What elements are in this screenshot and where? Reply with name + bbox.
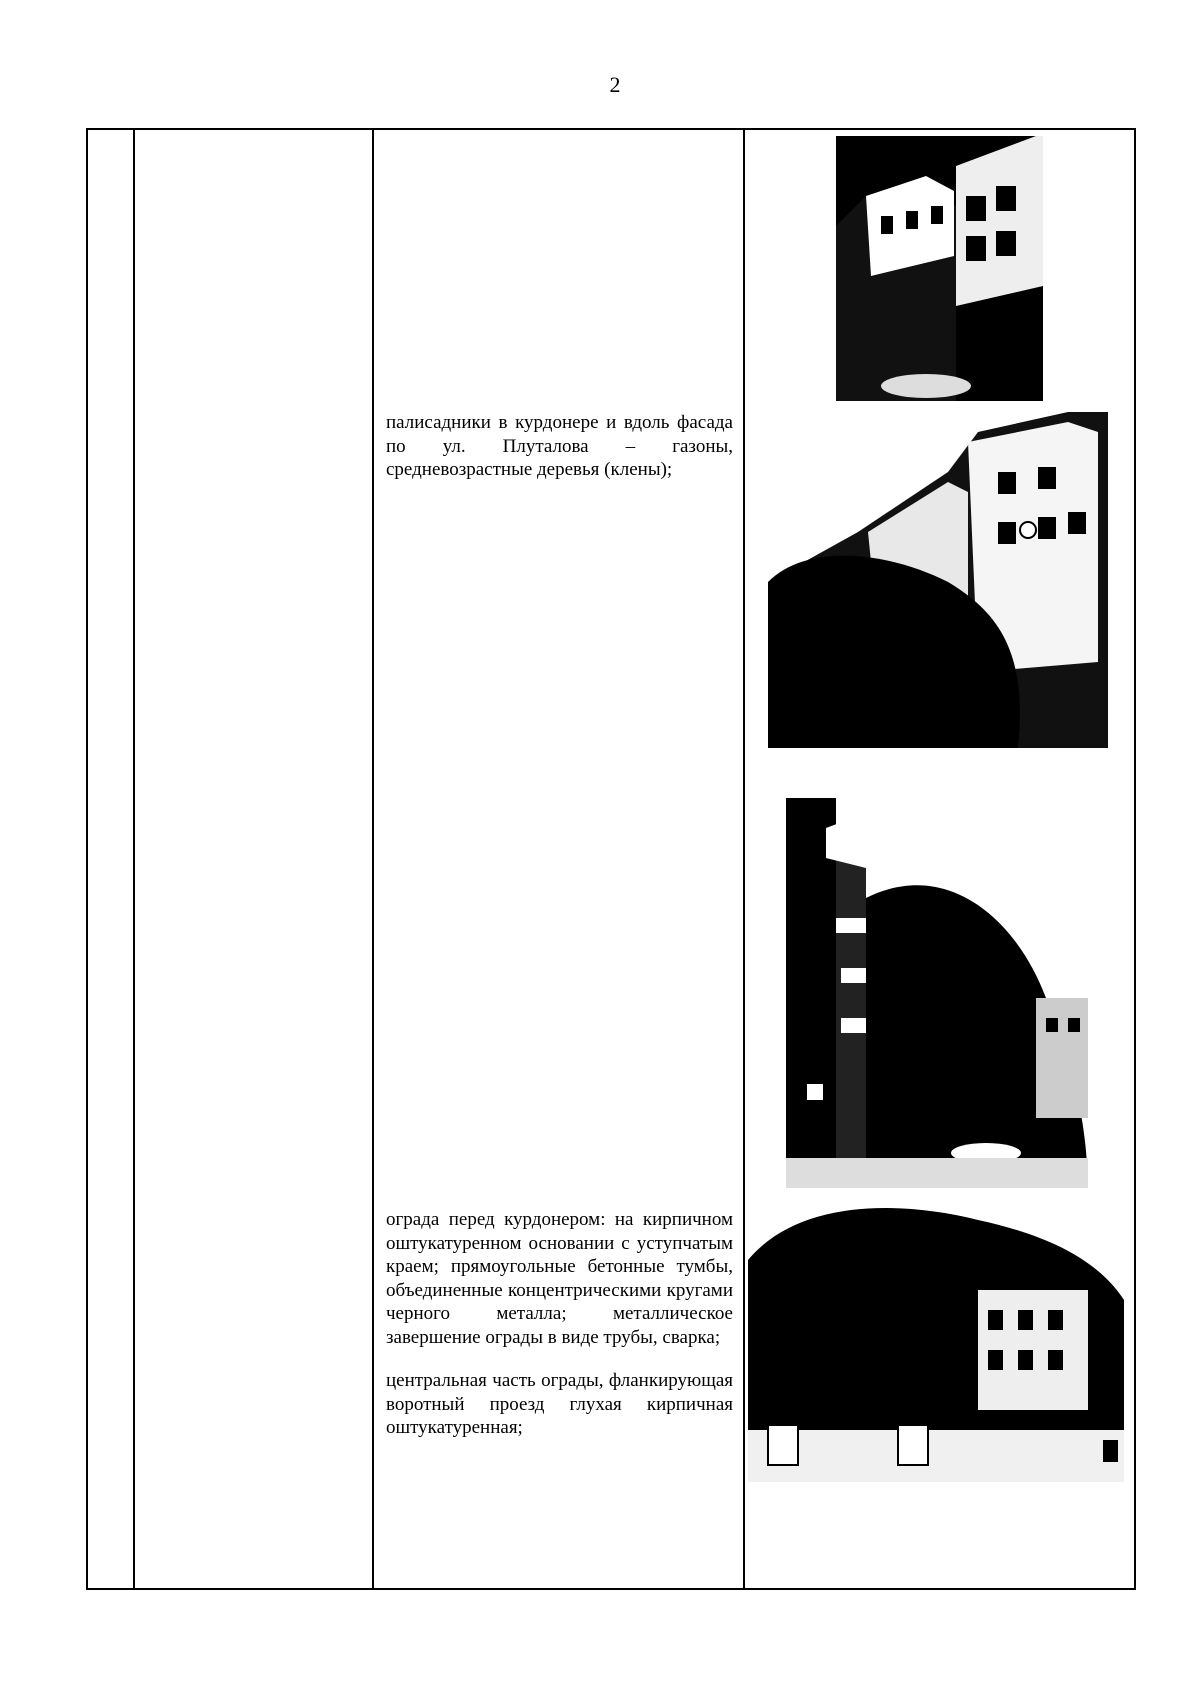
column-divider-3 <box>743 130 745 1588</box>
photo-fence-trees <box>748 1200 1124 1482</box>
column-divider-1 <box>133 130 135 1588</box>
text-fence-block <box>386 1208 733 1460</box>
text-fence-center: центральная часть ограды, фланкирующая воротный проезд глухая кирпичная оштукатуренная; <box>386 1370 733 1438</box>
column-divider-2 <box>372 130 374 1588</box>
text-gardens: палисадники в курдонере и вдоль фасада по ул. Плуталова – газоны, средневозрастные деревья (клены); <box>386 412 733 480</box>
photo-building-facade <box>836 136 1043 401</box>
photo-building-trees <box>768 412 1108 748</box>
text-fence: ограда перед курдонером: на кирпичном оштукатуренном основании с уступчатым краем; прямоугольные бетонные тумбы, объединенные концентрическими кругами черного металла; металлическое завершение ограды в виде трубы, сварка; <box>386 1209 733 1348</box>
page-number: 2 <box>609 72 621 97</box>
photo-corner-building <box>786 798 1088 1188</box>
